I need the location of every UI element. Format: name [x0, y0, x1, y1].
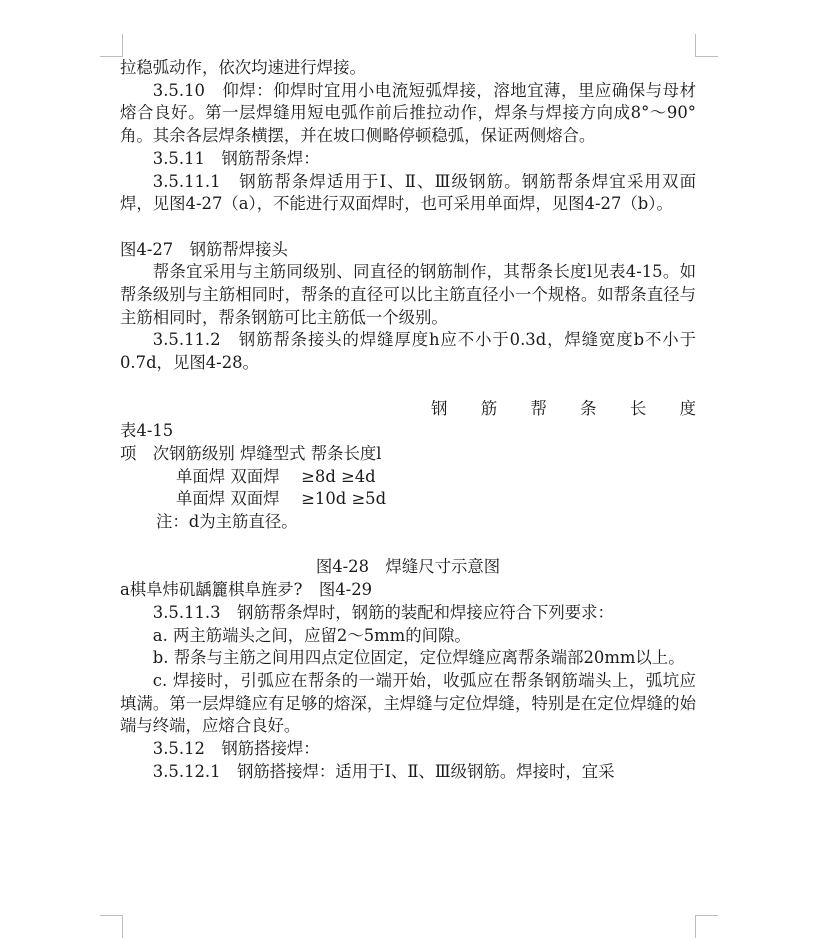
table-title-char: 长 — [629, 398, 647, 418]
table-title-char: 钢 — [431, 398, 448, 418]
list-item-c: c. 焊接时，引弧应在帮条的一端开始，收弧应在帮条钢筋端头上，弧坑应填满。第一层焊缝应有足够的熔深，主焊缝与定位焊缝，特别是在定位焊缝的始端与终端，应熔合良好。 — [120, 670, 696, 736]
paragraph-3-5-10: 3.5.10 仰焊：仰焊时宜用小电流短弧焊接，溶地宜薄，里应确保与母材熔合良好。第一层焊缝用短电弧作前后推拉动作，焊条与焊接方向成8°～90°角。其余各层焊条横摆，并在坡口侧略停顿稳弧，保证两侧熔合。 — [120, 80, 696, 146]
figure-caption-4-29: a棋阜炜矶龋籭棋阜旌夛? 图4-29 — [120, 580, 373, 600]
paragraph: 拉稳弧动作，依次均速进行焊接。 — [120, 58, 366, 77]
paragraph-3-5-11-2: 3.5.11.2 钢筋帮条接头的焊缝厚度h应不小于0.3d，焊缝宽度b不小于0.7d，见图4-28。 — [120, 330, 696, 373]
table-row: 单面焊 双面焊 ≥10d ≥5d — [176, 489, 387, 509]
paragraph-3-5-11-1: 3.5.11.1 钢筋帮条焊适用于Ⅰ、Ⅱ、Ⅲ级钢筋。钢筋帮条焊宜采用双面焊，见图4-27（a），不能进行双面焊时，也可采用单面焊，见图4-27（b）。 — [120, 171, 696, 214]
table-note: 注：d为主筋直径。 — [156, 512, 298, 532]
figure-caption-4-27: 图4-27 钢筋帮焊接头 — [120, 239, 288, 259]
blank-line — [120, 534, 696, 557]
heading-3-5-12: 3.5.12 钢筋搭接焊： — [152, 739, 320, 759]
crop-mark-top-left — [100, 34, 123, 57]
blank-line — [120, 375, 696, 398]
crop-mark-bottom-left — [100, 915, 123, 938]
table-title-char: 帮 — [530, 398, 547, 418]
paragraph-bangtiao: 帮条宜采用与主筋同级别、同直径的钢筋制作，其帮条长度l见表4-15。如帮条级别与主筋相同时，帮条的直径可以比主筋直径小一个规格。如帮条直径与主筋相同时，帮条钢筋可比主筋低一个级别。 — [120, 262, 696, 327]
heading-3-5-11: 3.5.11 钢筋帮条焊： — [152, 148, 320, 168]
table-title-char: 条 — [580, 398, 597, 418]
paragraph-3-5-12-1: 3.5.12.1 钢筋搭接焊：适用于Ⅰ、Ⅱ、Ⅲ级钢筋。焊接时，宜采 — [152, 761, 615, 781]
list-item-b: b. 帮条与主筋之间用四点定位固定，定位焊缝应离帮条端部20mm以上。 — [152, 648, 685, 668]
paragraph-3-5-11-3: 3.5.11.3 钢筋帮条焊时，钢筋的装配和焊接应符合下列要求： — [152, 602, 614, 622]
table-title-char: 度 — [679, 398, 696, 418]
table-number: 表4-15 — [120, 421, 174, 441]
table-header-row: 项 次钢筋级别 焊缝型式 帮条长度l — [120, 443, 382, 463]
list-item-a: a. 两主筋端头之间，应留2～5mm的间隙。 — [152, 625, 471, 645]
figure-caption-4-28: 图4-28 焊缝尺寸示意图 — [315, 557, 501, 577]
table-row: 单面焊 双面焊 ≥8d ≥4d — [176, 466, 376, 486]
table-title — [431, 398, 696, 421]
blank-line — [120, 216, 696, 239]
table-title-char: 筋 — [480, 398, 498, 418]
crop-mark-bottom-right — [695, 915, 718, 938]
crop-mark-top-right — [695, 34, 718, 57]
document-body — [120, 57, 696, 783]
